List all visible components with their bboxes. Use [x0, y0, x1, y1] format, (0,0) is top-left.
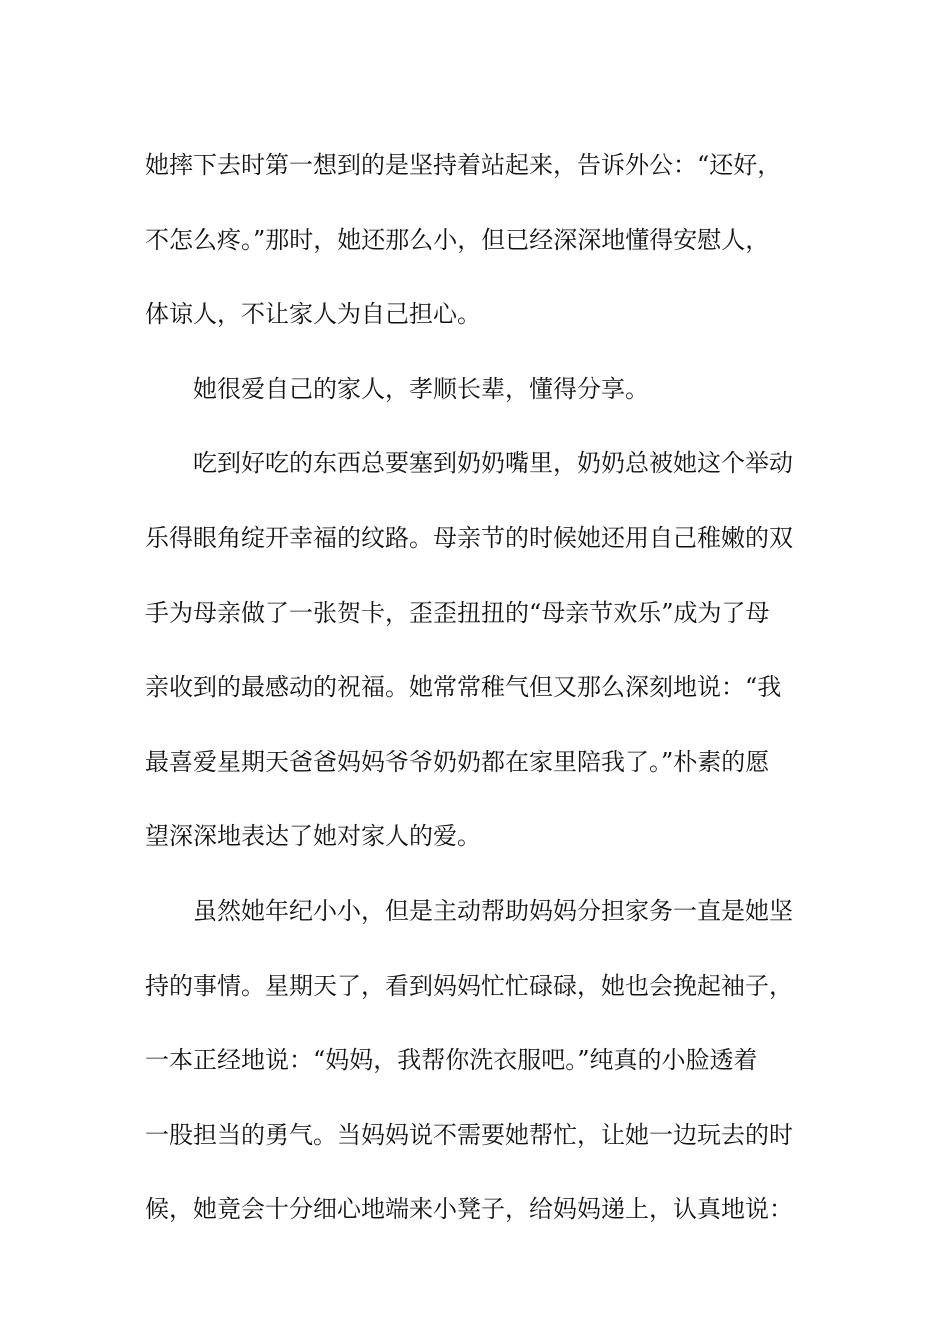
- text-line: 最喜爱星期天爸爸妈妈爷爷奶奶都在家里陪我了。”朴素的愿: [145, 747, 770, 776]
- text-line: 持的事情。星期天了，看到妈妈忙忙碌碌，她也会挽起袖子，: [145, 971, 793, 1000]
- text-line: 不怎么疼。”那时，她还那么小，但已经深深地懂得安慰人，: [145, 225, 770, 254]
- text-line: 她摔下去时第一想到的是坚持着站起来，告诉外公：“还好，: [145, 151, 782, 179]
- text-line: 一股担当的勇气。当妈妈说不需要她帮忙，让她一边玩去的时: [145, 1120, 793, 1149]
- text-line: 望深深地表达了她对家人的爱。: [145, 822, 481, 851]
- text-line: 候，她竟会十分细心地端来小凳子，给妈妈递上，认真地说：: [145, 1195, 793, 1224]
- text-line: 她很爱自己的家人，孝顺长辈，懂得分享。: [193, 374, 649, 403]
- text-line: 一本正经地说：“妈妈，我帮你洗衣服吧。”纯真的小脸透着: [145, 1046, 758, 1075]
- body-text: [145, 128, 807, 1247]
- text-line: 吃到好吃的东西总要塞到奶奶嘴里，奶奶总被她这个举动: [193, 449, 793, 478]
- text-line: 乐得眼角绽开幸福的纹路。母亲节的时候她还用自己稚嫩的双: [145, 523, 793, 552]
- text-line: 虽然她年纪小小，但是主动帮助妈妈分担家务一直是她坚: [193, 896, 793, 925]
- text-line: 体谅人，不让家人为自己担心。: [145, 300, 481, 329]
- text-line: 亲收到的最感动的祝福。她常常稚气但又那么深刻地说：“我: [145, 673, 782, 702]
- text-line: 手为母亲做了一张贺卡，歪歪扭扭的“母亲节欢乐”成为了母: [145, 598, 770, 627]
